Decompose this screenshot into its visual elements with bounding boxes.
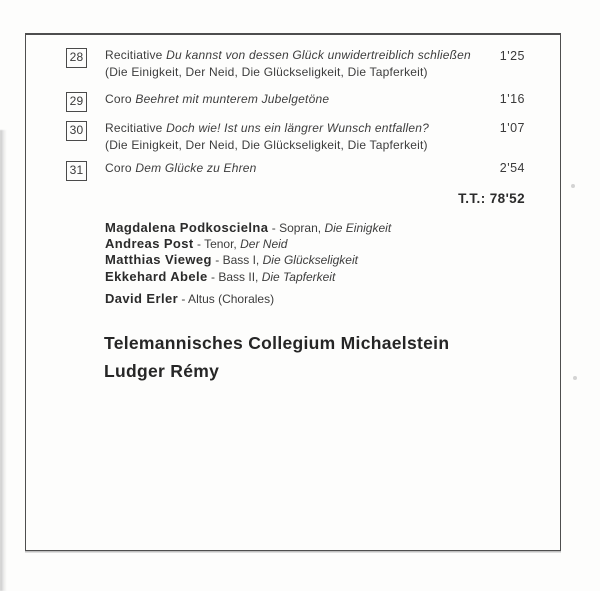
performer-role: - Altus (Chorales) bbox=[181, 292, 275, 306]
performer-part: Die Einigkeit bbox=[324, 221, 392, 235]
conductor-name: Ludger Rémy bbox=[104, 361, 220, 381]
track-form: Recitiative bbox=[105, 121, 163, 135]
track-number: 31 bbox=[66, 161, 87, 181]
track-form: Coro bbox=[105, 92, 132, 106]
performer-line bbox=[105, 252, 391, 268]
track-number: 29 bbox=[66, 92, 87, 112]
ensemble-block bbox=[104, 329, 449, 385]
scan-artifact bbox=[571, 184, 575, 188]
performer-role: - Bass II, bbox=[211, 269, 259, 284]
track-title bbox=[105, 120, 497, 154]
performer-name: Matthias Vieweg bbox=[105, 252, 212, 268]
track-duration: 2'54 bbox=[499, 161, 525, 175]
scan-edge-shadow bbox=[0, 130, 7, 591]
performer-line bbox=[105, 291, 274, 307]
performer-role: - Sopran, bbox=[271, 221, 322, 235]
track-duration: 1'07 bbox=[499, 121, 525, 135]
track-duration: 1'25 bbox=[499, 49, 525, 63]
track-voices: (Die Einigkeit, Der Neid, Die Glückseligkeit, Die Tapferkeit) bbox=[105, 65, 428, 79]
performer-line bbox=[105, 220, 391, 236]
performer-part: Die Glückseligkeit bbox=[262, 253, 358, 268]
performer-role: - Tenor, bbox=[196, 237, 237, 252]
track-title-text: Beehret mit munterem Jubelgetöne bbox=[135, 92, 330, 106]
scan-artifact bbox=[573, 376, 577, 380]
performer-line bbox=[105, 269, 391, 285]
track-voices: (Die Einigkeit, Der Neid, Die Glückseligkeit, Die Tapferkeit) bbox=[105, 138, 428, 152]
performer-role: - Bass I, bbox=[215, 253, 260, 268]
track-form: Coro bbox=[105, 161, 132, 175]
track-number: 30 bbox=[66, 121, 87, 141]
performer-part: Die Tapferkeit bbox=[261, 269, 336, 284]
track-title-text: Du kannst von dessen Glück unwidertreiblich schließen bbox=[166, 48, 471, 62]
track-title bbox=[105, 47, 497, 81]
track-form: Recitiative bbox=[105, 48, 163, 62]
performer-part: Der Neid bbox=[240, 237, 288, 252]
track-title bbox=[105, 160, 497, 177]
total-time: T.T.: 78'52 bbox=[458, 191, 525, 206]
soloists-block bbox=[105, 220, 391, 285]
track-number: 28 bbox=[66, 48, 87, 68]
performer-name: Andreas Post bbox=[105, 236, 194, 252]
track-title-text: Dem Glücke zu Ehren bbox=[135, 161, 257, 175]
track-title-text: Doch wie! Ist uns ein längrer Wunsch entfallen? bbox=[166, 121, 429, 135]
performer-name: David Erler bbox=[105, 291, 179, 306]
track-duration: 1'16 bbox=[499, 92, 525, 106]
track-title bbox=[105, 91, 497, 108]
ensemble-name: Telemannisches Collegium Michaelstein bbox=[104, 333, 450, 353]
performer-name: Ekkehard Abele bbox=[105, 268, 208, 284]
performer-name: Magdalena Podkoscielna bbox=[105, 220, 269, 235]
performer-line bbox=[105, 236, 391, 252]
